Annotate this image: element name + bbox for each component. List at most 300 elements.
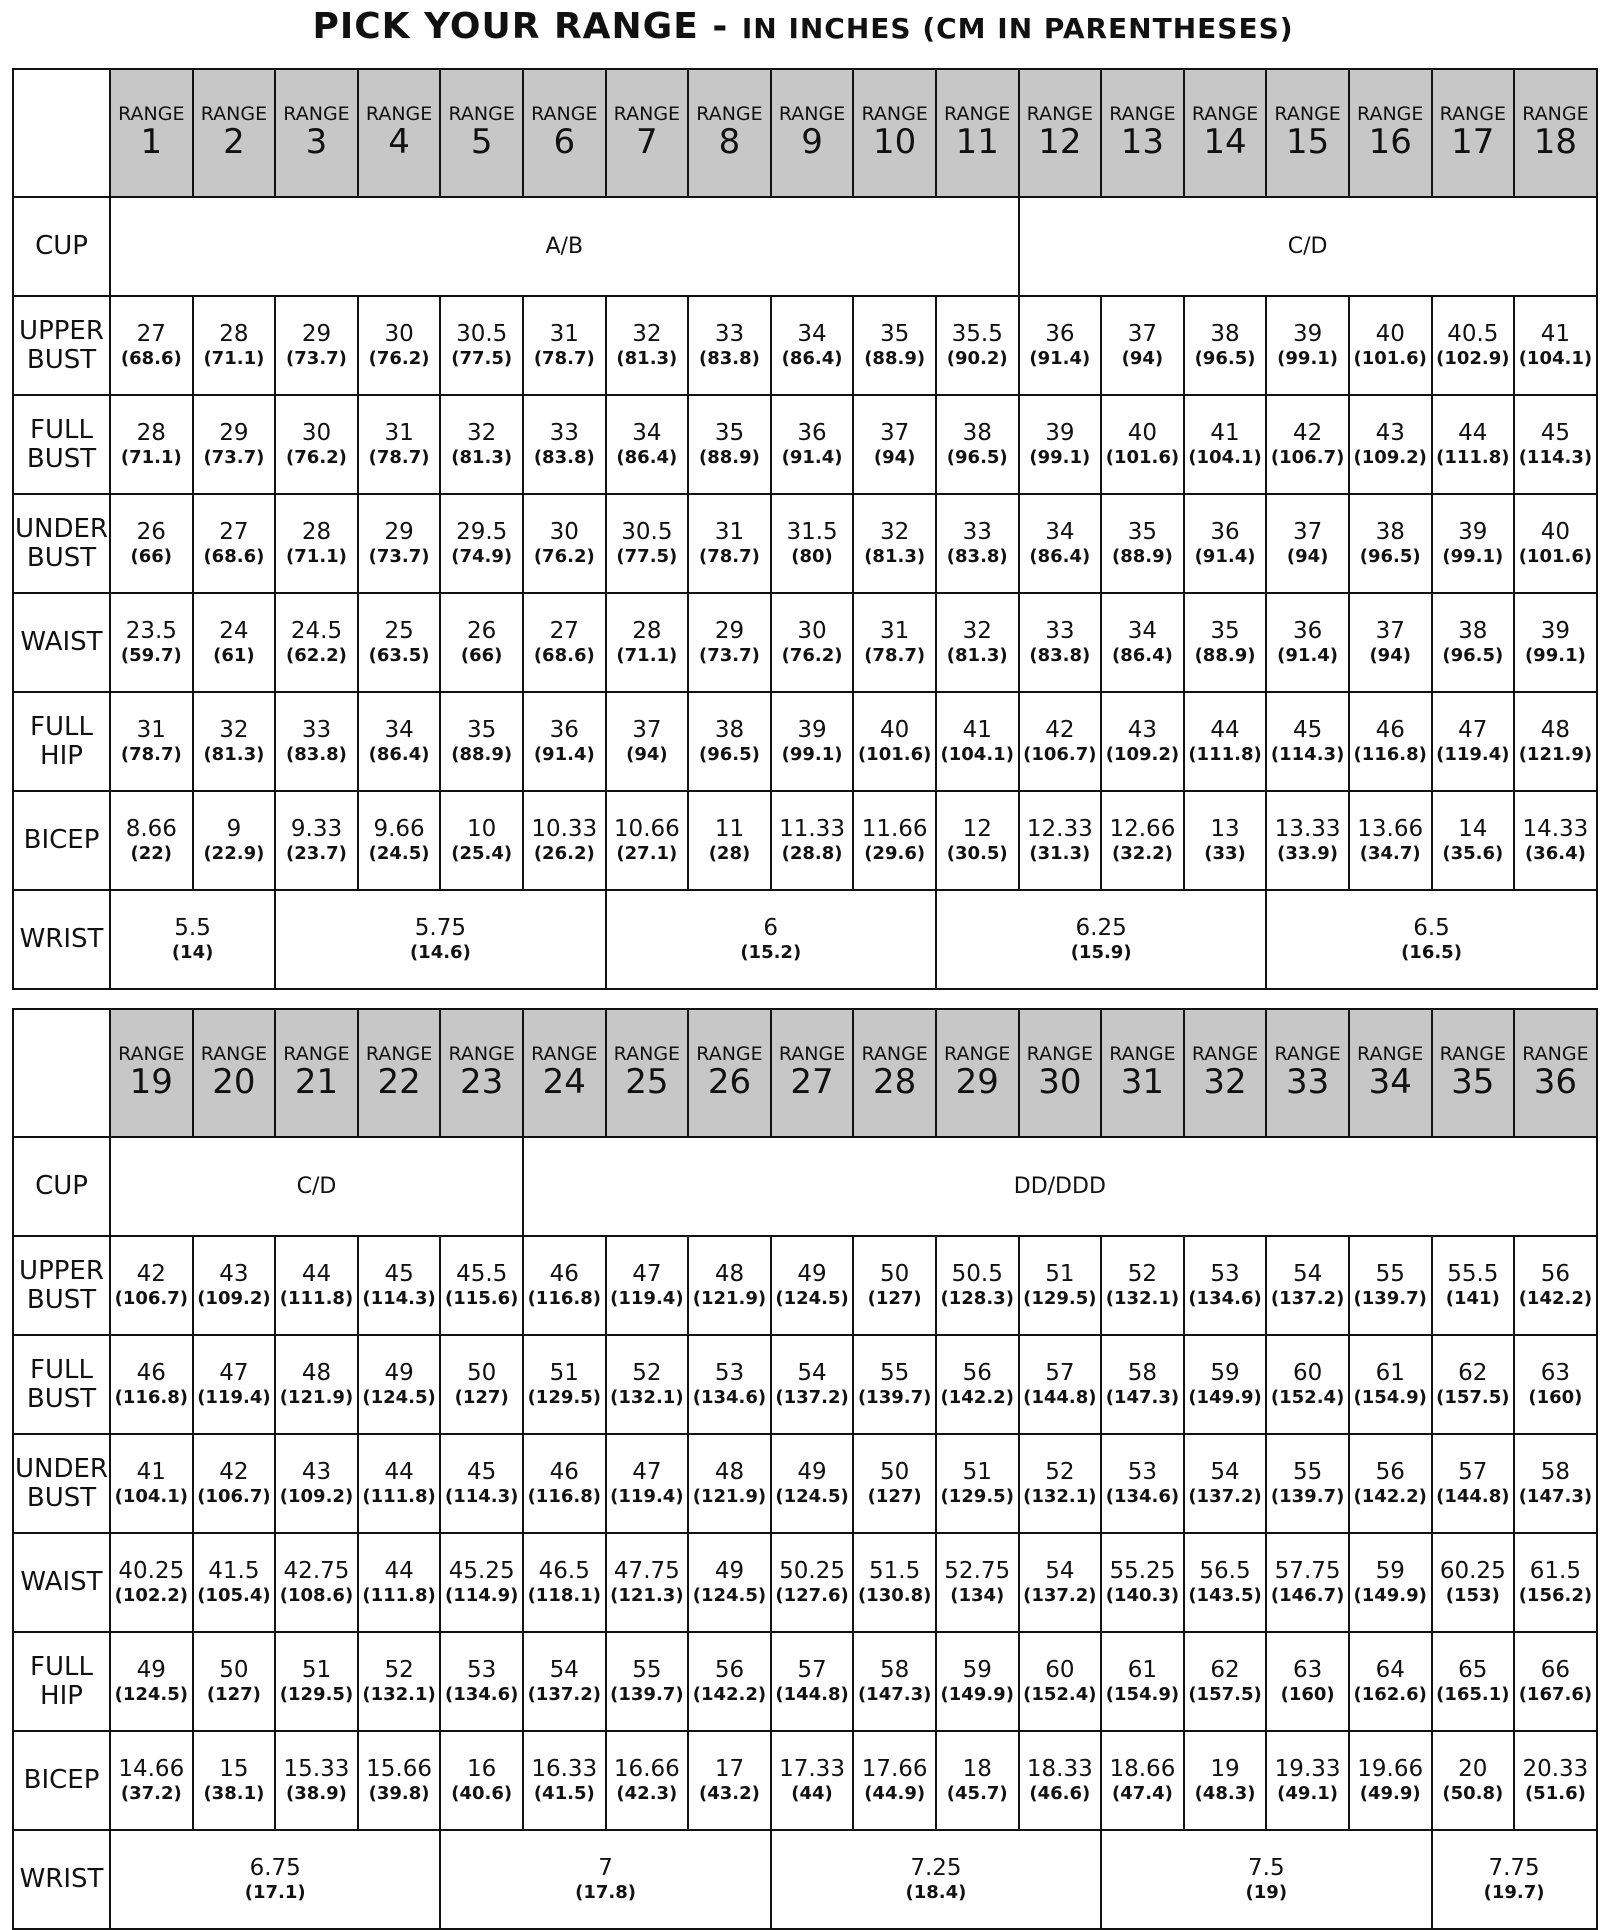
cm-value: (71.1) <box>286 546 347 568</box>
inch-value: 15.33 <box>283 1756 350 1783</box>
measurement-cell <box>110 494 193 593</box>
cm-value: (111.8) <box>1436 447 1510 469</box>
cm-value: (153) <box>1445 1585 1500 1607</box>
inch-value: 42 <box>1045 717 1075 744</box>
cm-value: (167.6) <box>1518 1684 1593 1706</box>
cm-value: (132.1) <box>1105 1288 1180 1310</box>
cm-value: (68.6) <box>203 546 265 568</box>
range-word: RANGE <box>283 1043 350 1066</box>
inch-value: 42 <box>136 1261 166 1288</box>
measurement-cell <box>688 296 771 395</box>
range-number: 12 <box>1038 122 1082 163</box>
cm-value: (27.1) <box>616 843 678 865</box>
cm-value: (104.1) <box>940 744 1014 766</box>
inch-value: 42.75 <box>283 1558 350 1585</box>
measurement-cell <box>1349 692 1432 791</box>
inch-value: 20.33 <box>1522 1756 1589 1783</box>
cm-value: (86.4) <box>1029 546 1091 568</box>
cm-value: (81.3) <box>203 744 265 766</box>
row-label-bicep <box>13 1731 110 1830</box>
measurement-cell <box>358 692 441 791</box>
measurement-cell <box>1184 296 1267 395</box>
cm-value: (106.7) <box>197 1486 271 1508</box>
bicep-row <box>13 791 1597 890</box>
inch-value: 53 <box>467 1657 497 1684</box>
row-label-full-hip <box>13 1632 110 1731</box>
inch-value: 40.25 <box>118 1558 185 1585</box>
cm-value: (15.9) <box>1070 942 1132 964</box>
row-label-cup <box>13 197 110 296</box>
measurement-cell <box>193 593 276 692</box>
inch-value: 59 <box>1375 1558 1405 1585</box>
inch-value: 41 <box>1210 420 1240 447</box>
cm-value: (124.5) <box>692 1585 767 1607</box>
inch-value: 45.25 <box>448 1558 515 1585</box>
inch-value: 45.5 <box>456 1261 508 1288</box>
cm-value: (42.3) <box>616 1783 678 1805</box>
measurement-cell <box>1514 296 1597 395</box>
inch-value: 8.66 <box>125 816 177 843</box>
inch-value: 12.33 <box>1026 816 1093 843</box>
cm-value: (111.8) <box>362 1585 436 1607</box>
inch-value: 19.33 <box>1274 1756 1341 1783</box>
inch-value: 52 <box>1127 1261 1158 1288</box>
range-number: 17 <box>1451 122 1495 163</box>
row-label-wrist <box>13 890 110 989</box>
range-number: 26 <box>707 1062 752 1103</box>
measurement-cell <box>688 593 771 692</box>
measurement-cell <box>275 1632 358 1731</box>
inch-value: 59 <box>1210 1360 1240 1387</box>
inch-value: 33 <box>962 519 992 546</box>
inch-value: 31 <box>136 717 166 744</box>
inch-value: 44 <box>384 1459 414 1486</box>
inch-value: 23.5 <box>125 618 177 645</box>
range-number: 2 <box>223 122 245 163</box>
range-number: 7 <box>636 122 658 163</box>
measurement-cell <box>606 692 689 791</box>
range-word: RANGE <box>365 1043 433 1066</box>
measurement-cell <box>523 296 606 395</box>
cm-value: (83.8) <box>699 348 760 370</box>
range-header-row <box>13 1009 1597 1137</box>
cm-value: (68.6) <box>533 645 595 667</box>
cm-value: (116.8) <box>114 1387 188 1409</box>
inch-value: 32 <box>632 321 662 348</box>
measurement-cell <box>110 1236 193 1335</box>
measurement-cell <box>853 296 936 395</box>
cm-value: (127) <box>867 1486 922 1508</box>
inch-value: 46 <box>549 1261 579 1288</box>
cm-value: (154.9) <box>1353 1387 1427 1409</box>
range-header <box>606 1009 689 1137</box>
range-header <box>1184 1009 1267 1137</box>
measurement-cell <box>688 1335 771 1434</box>
measurement-cell <box>523 1434 606 1533</box>
page-title <box>0 6 1606 47</box>
cm-value: (104.1) <box>114 1486 188 1508</box>
inch-value: 10.66 <box>613 816 680 843</box>
cm-value: (127.6) <box>775 1585 849 1607</box>
inch-value: 51.5 <box>869 1558 921 1585</box>
measurement-cell <box>440 1830 770 1929</box>
measurement-cell <box>688 1731 771 1830</box>
cm-value: (22.9) <box>203 843 265 865</box>
measurement-cell <box>1184 692 1267 791</box>
measurement-cell <box>275 1236 358 1335</box>
cup-row <box>13 197 1597 296</box>
measurement-cell <box>606 1335 689 1434</box>
cm-value: (63.5) <box>368 645 430 667</box>
cm-value: (116.8) <box>527 1486 601 1508</box>
measurement-cell <box>193 791 276 890</box>
inch-value: 46 <box>549 1459 579 1486</box>
row-label-word: BUST <box>26 1383 97 1414</box>
inch-value: 46 <box>136 1360 166 1387</box>
measurement-cell <box>1101 593 1184 692</box>
inch-value: 60 <box>1292 1360 1323 1387</box>
cm-value: (99.1) <box>781 744 843 766</box>
cm-value: (91.4) <box>1194 546 1256 568</box>
cm-value: (76.2) <box>533 546 595 568</box>
inch-value: 50.25 <box>779 1558 845 1585</box>
inch-value: 32 <box>467 420 497 447</box>
measurement-cell <box>1101 1236 1184 1335</box>
measurement-cell <box>110 593 193 692</box>
range-number: 35 <box>1451 1062 1495 1103</box>
inch-value: 40 <box>1127 420 1158 447</box>
measurement-cell <box>1101 1434 1184 1533</box>
measurement-cell <box>1184 494 1267 593</box>
measurement-cell <box>688 791 771 890</box>
inch-value: 55 <box>1292 1459 1323 1486</box>
measurement-cell <box>1101 791 1184 890</box>
inch-value: 45 <box>1540 420 1571 447</box>
inch-value: 31 <box>714 519 745 546</box>
measurement-cell <box>110 395 193 494</box>
measurement-cell <box>523 1731 606 1830</box>
inch-value: 37 <box>1127 321 1158 348</box>
row-label-word: WRIST <box>19 1864 104 1895</box>
measurement-cell <box>853 1434 936 1533</box>
cm-value: (152.4) <box>1023 1684 1097 1706</box>
measurement-cell <box>1432 1434 1515 1533</box>
measurement-cell <box>1432 296 1515 395</box>
cm-value: (129.5) <box>279 1684 354 1706</box>
inch-value: 29 <box>384 519 414 546</box>
measurement-cell <box>771 1434 854 1533</box>
measurement-cell <box>358 1236 441 1335</box>
range-number: 11 <box>955 122 999 163</box>
measurement-cell <box>1101 494 1184 593</box>
inch-value: 9 <box>226 816 242 843</box>
measurement-cell <box>1514 1533 1597 1632</box>
inch-value: 57.75 <box>1274 1558 1341 1585</box>
inch-value: 58 <box>1127 1360 1158 1387</box>
measurement-cell <box>1266 1236 1349 1335</box>
inch-value: 6 <box>763 915 779 942</box>
row-label-waist <box>13 1533 110 1632</box>
cm-value: (146.7) <box>1270 1585 1345 1607</box>
inch-value: 39 <box>797 717 827 744</box>
measurement-cell <box>1101 1632 1184 1731</box>
inch-value: 40 <box>1540 519 1571 546</box>
cm-value: (19) <box>1245 1882 1288 1904</box>
cm-value: (49.9) <box>1359 1783 1421 1805</box>
measurement-cell <box>1432 1236 1515 1335</box>
inch-value: 57 <box>1045 1360 1075 1387</box>
range-header <box>688 69 771 197</box>
cm-value: (94) <box>1286 546 1329 568</box>
range-word: RANGE <box>118 103 185 126</box>
full-hip-row <box>13 1632 1597 1731</box>
range-word: RANGE <box>861 1043 928 1066</box>
range-word: RANGE <box>696 103 763 126</box>
cup-size-cell: DD/DDD <box>523 1137 1597 1236</box>
cm-value: (91.4) <box>533 744 595 766</box>
measurement-cell <box>606 395 689 494</box>
inch-value: 29 <box>219 420 249 447</box>
cm-value: (116.8) <box>527 1288 601 1310</box>
measurement-cell <box>1019 791 1102 890</box>
cm-value: (124.5) <box>114 1684 188 1706</box>
inch-value: 28 <box>632 618 662 645</box>
inch-value: 32 <box>880 519 910 546</box>
measurement-cell <box>853 692 936 791</box>
measurement-cell <box>1514 1632 1597 1731</box>
inch-value: 63 <box>1540 1360 1571 1387</box>
inch-value: 55.5 <box>1447 1261 1499 1288</box>
range-header <box>358 1009 441 1137</box>
cm-value: (124.5) <box>775 1486 849 1508</box>
cm-value: (101.6) <box>857 744 932 766</box>
inch-value: 5.75 <box>414 915 466 942</box>
cm-value: (139.7) <box>1270 1486 1345 1508</box>
inch-value: 31 <box>384 420 414 447</box>
measurement-cell <box>1184 1632 1267 1731</box>
inch-value: 34 <box>632 420 662 447</box>
range-word: RANGE <box>944 103 1011 126</box>
cm-value: (129.5) <box>527 1387 601 1409</box>
cm-value: (96.5) <box>946 447 1008 469</box>
range-number: 30 <box>1038 1062 1082 1103</box>
measurement-cell <box>1349 1632 1432 1731</box>
cm-value: (83.8) <box>1029 645 1091 667</box>
row-label-word: UNDER <box>15 1453 108 1484</box>
inch-value: 35 <box>1127 519 1158 546</box>
range-number: 8 <box>718 122 741 163</box>
cm-value: (165.1) <box>1436 1684 1510 1706</box>
range-word: RANGE <box>861 103 928 126</box>
measurement-cell <box>936 1434 1019 1533</box>
row-label-word: FULL <box>30 1354 93 1385</box>
cm-value: (134.6) <box>692 1387 767 1409</box>
row-label-word: BICEP <box>23 825 100 856</box>
inch-value: 27 <box>549 618 579 645</box>
title-main: PICK YOUR RANGE - <box>312 6 729 47</box>
inch-value: 16.66 <box>613 1756 680 1783</box>
inch-value: 31 <box>880 618 910 645</box>
cm-value: (111.8) <box>279 1288 354 1310</box>
cm-value: (51.6) <box>1524 1783 1586 1805</box>
inch-value: 30.5 <box>621 519 673 546</box>
cm-value: (76.2) <box>781 645 843 667</box>
cm-value: (114.3) <box>362 1288 436 1310</box>
cm-value: (66) <box>130 546 173 568</box>
cm-value: (160) <box>1280 1684 1335 1706</box>
measurement-cell <box>1101 395 1184 494</box>
measurement-cell <box>1266 692 1349 791</box>
inch-value: 43 <box>1127 717 1158 744</box>
range-number: 19 <box>129 1062 173 1103</box>
measurement-cell <box>1432 1731 1515 1830</box>
measurement-cell <box>853 1731 936 1830</box>
inch-value: 40 <box>880 717 910 744</box>
cm-value: (22) <box>130 843 173 865</box>
inch-value: 36 <box>549 717 579 744</box>
measurement-cell <box>275 296 358 395</box>
cm-value: (14.6) <box>409 942 471 964</box>
inch-value: 14 <box>1458 816 1488 843</box>
measurement-cell <box>440 1434 523 1533</box>
cm-value: (140.3) <box>1105 1585 1180 1607</box>
inch-value: 19.66 <box>1357 1756 1424 1783</box>
measurement-cell <box>771 296 854 395</box>
measurement-cell <box>606 890 936 989</box>
cm-value: (101.6) <box>1518 546 1593 568</box>
cm-value: (119.4) <box>197 1387 271 1409</box>
cm-value: (130.8) <box>857 1585 932 1607</box>
cm-value: (132.1) <box>610 1387 684 1409</box>
cm-value: (96.5) <box>1194 348 1256 370</box>
cm-value: (152.4) <box>1270 1387 1345 1409</box>
cm-value: (102.9) <box>1436 348 1510 370</box>
range-number: 6 <box>553 122 576 163</box>
cm-value: (78.7) <box>368 447 430 469</box>
cm-value: (73.7) <box>203 447 265 469</box>
measurement-cell <box>688 1533 771 1632</box>
measurement-cell <box>936 1335 1019 1434</box>
range-header <box>193 69 276 197</box>
cm-value: (137.2) <box>1188 1486 1262 1508</box>
range-number: 9 <box>801 122 823 163</box>
measurement-cell <box>1019 395 1102 494</box>
cm-value: (114.3) <box>444 1486 519 1508</box>
inch-value: 47 <box>219 1360 249 1387</box>
cm-value: (73.7) <box>286 348 347 370</box>
measurement-cell <box>358 395 441 494</box>
range-number: 5 <box>470 122 493 163</box>
cm-value: (102.2) <box>114 1585 188 1607</box>
inch-value: 12.66 <box>1109 816 1176 843</box>
measurement-cell <box>1349 1533 1432 1632</box>
cm-value: (17.8) <box>575 1882 636 1904</box>
range-header <box>771 1009 854 1137</box>
inch-value: 43 <box>219 1261 249 1288</box>
cm-value: (78.7) <box>864 645 926 667</box>
measurement-cell <box>1019 1533 1102 1632</box>
range-header <box>771 69 854 197</box>
inch-value: 13.66 <box>1357 816 1424 843</box>
inch-value: 49 <box>797 1261 827 1288</box>
cm-value: (132.1) <box>362 1684 436 1706</box>
inch-value: 43 <box>1375 420 1405 447</box>
measurement-cell <box>1019 692 1102 791</box>
range-word: RANGE <box>944 1043 1011 1066</box>
inch-value: 28 <box>301 519 332 546</box>
cm-value: (78.7) <box>533 348 595 370</box>
cm-value: (147.3) <box>1518 1486 1593 1508</box>
range-header <box>1101 1009 1184 1137</box>
cm-value: (101.6) <box>1353 348 1427 370</box>
inch-value: 49 <box>384 1360 414 1387</box>
measurement-cell <box>358 296 441 395</box>
measurement-cell <box>1019 1434 1102 1533</box>
inch-value: 51 <box>1045 1261 1075 1288</box>
measurement-cell <box>193 692 276 791</box>
row-label-word: BUST <box>26 443 97 474</box>
inch-value: 54 <box>1210 1459 1240 1486</box>
cm-value: (104.1) <box>1518 348 1593 370</box>
range-word: RANGE <box>1522 103 1589 126</box>
measurement-cell <box>688 395 771 494</box>
measurement-cell <box>1019 296 1102 395</box>
cm-value: (68.6) <box>120 348 182 370</box>
inch-value: 13 <box>1210 816 1240 843</box>
cm-value: (16.5) <box>1401 942 1462 964</box>
measurement-cell <box>1432 1830 1597 1929</box>
cm-value: (119.4) <box>1436 744 1510 766</box>
inch-value: 34 <box>384 717 414 744</box>
cm-value: (38.1) <box>203 1783 265 1805</box>
measurement-cell <box>688 494 771 593</box>
cm-value: (147.3) <box>857 1684 932 1706</box>
measurement-cell <box>936 1533 1019 1632</box>
measurement-cell <box>936 692 1019 791</box>
inch-value: 44 <box>384 1558 414 1585</box>
measurement-cell <box>1349 1731 1432 1830</box>
inch-value: 28 <box>219 321 249 348</box>
cm-value: (129.5) <box>940 1486 1014 1508</box>
range-word: RANGE <box>1439 103 1506 126</box>
cm-value: (114.3) <box>1270 744 1345 766</box>
measurement-cell <box>358 791 441 890</box>
measurement-cell <box>1266 1731 1349 1830</box>
range-header <box>853 69 936 197</box>
measurement-cell <box>1266 1335 1349 1434</box>
measurement-cell <box>853 1236 936 1335</box>
cm-value: (83.8) <box>286 744 347 766</box>
measurement-cell <box>1019 593 1102 692</box>
inch-value: 6.5 <box>1413 915 1450 942</box>
row-label-word: WRIST <box>19 924 104 955</box>
cm-value: (77.5) <box>451 348 513 370</box>
cm-value: (94) <box>873 447 916 469</box>
measurement-cell <box>193 1236 276 1335</box>
cm-value: (142.2) <box>940 1387 1014 1409</box>
measurement-cell <box>193 494 276 593</box>
inch-value: 9.66 <box>373 816 425 843</box>
measurement-cell <box>440 494 523 593</box>
cm-value: (114.3) <box>1518 447 1593 469</box>
inch-value: 53 <box>1210 1261 1240 1288</box>
range-number: 24 <box>542 1062 586 1103</box>
measurement-cell <box>110 1335 193 1434</box>
inch-value: 30 <box>797 618 827 645</box>
inch-value: 49 <box>797 1459 827 1486</box>
cm-value: (144.8) <box>1023 1387 1097 1409</box>
measurement-cell <box>1432 692 1515 791</box>
